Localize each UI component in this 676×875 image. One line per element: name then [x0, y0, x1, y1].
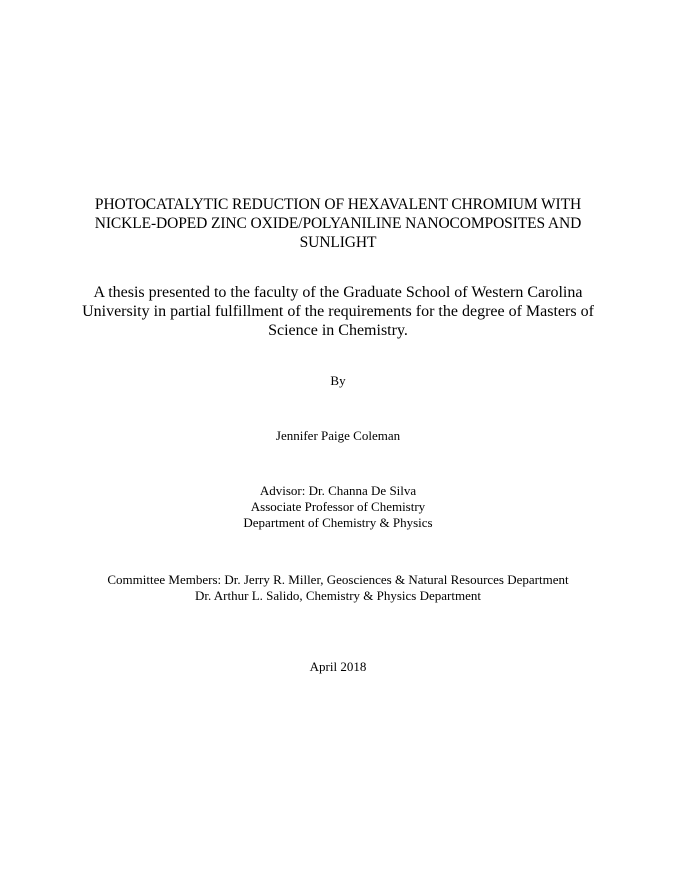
thesis-statement: [48, 283, 628, 340]
advisor-name: Advisor: Dr. Channa De Silva: [259, 483, 417, 498]
committee-member-2: Dr. Arthur L. Salido, Chemistry & Physics Department: [195, 588, 481, 603]
committee-member-1: Committee Members: Dr. Jerry R. Miller, Geosciences & Natural Resources Department: [107, 572, 569, 587]
thesis-title-line-3: SUNLIGHT: [299, 234, 377, 251]
advisor-department: Department of Chemistry & Physics: [243, 515, 433, 530]
thesis-title-line-2: NICKLE-DOPED ZINC OXIDE/POLYANILINE NANOCOMPOSITES AND: [94, 215, 582, 232]
thesis-statement-line-2: University in partial fulfillment of the requirements for the degree of Masters of: [82, 303, 594, 320]
thesis-statement-line-3: Science in Chemistry.: [268, 322, 408, 339]
advisor-block: [60, 483, 616, 531]
thesis-title-line-1: PHOTOCATALYTIC REDUCTION OF HEXAVALENT CHROMIUM WITH: [94, 196, 582, 213]
thesis-title: [60, 195, 616, 252]
advisor-title: Associate Professor of Chemistry: [250, 499, 426, 514]
by-label: By: [330, 373, 346, 388]
thesis-statement-line-1: A thesis presented to the faculty of the Graduate School of Western Carolina: [93, 284, 583, 301]
committee-block: [40, 572, 636, 604]
submission-date: April 2018: [309, 659, 367, 674]
author-name: Jennifer Paige Coleman: [275, 428, 401, 443]
